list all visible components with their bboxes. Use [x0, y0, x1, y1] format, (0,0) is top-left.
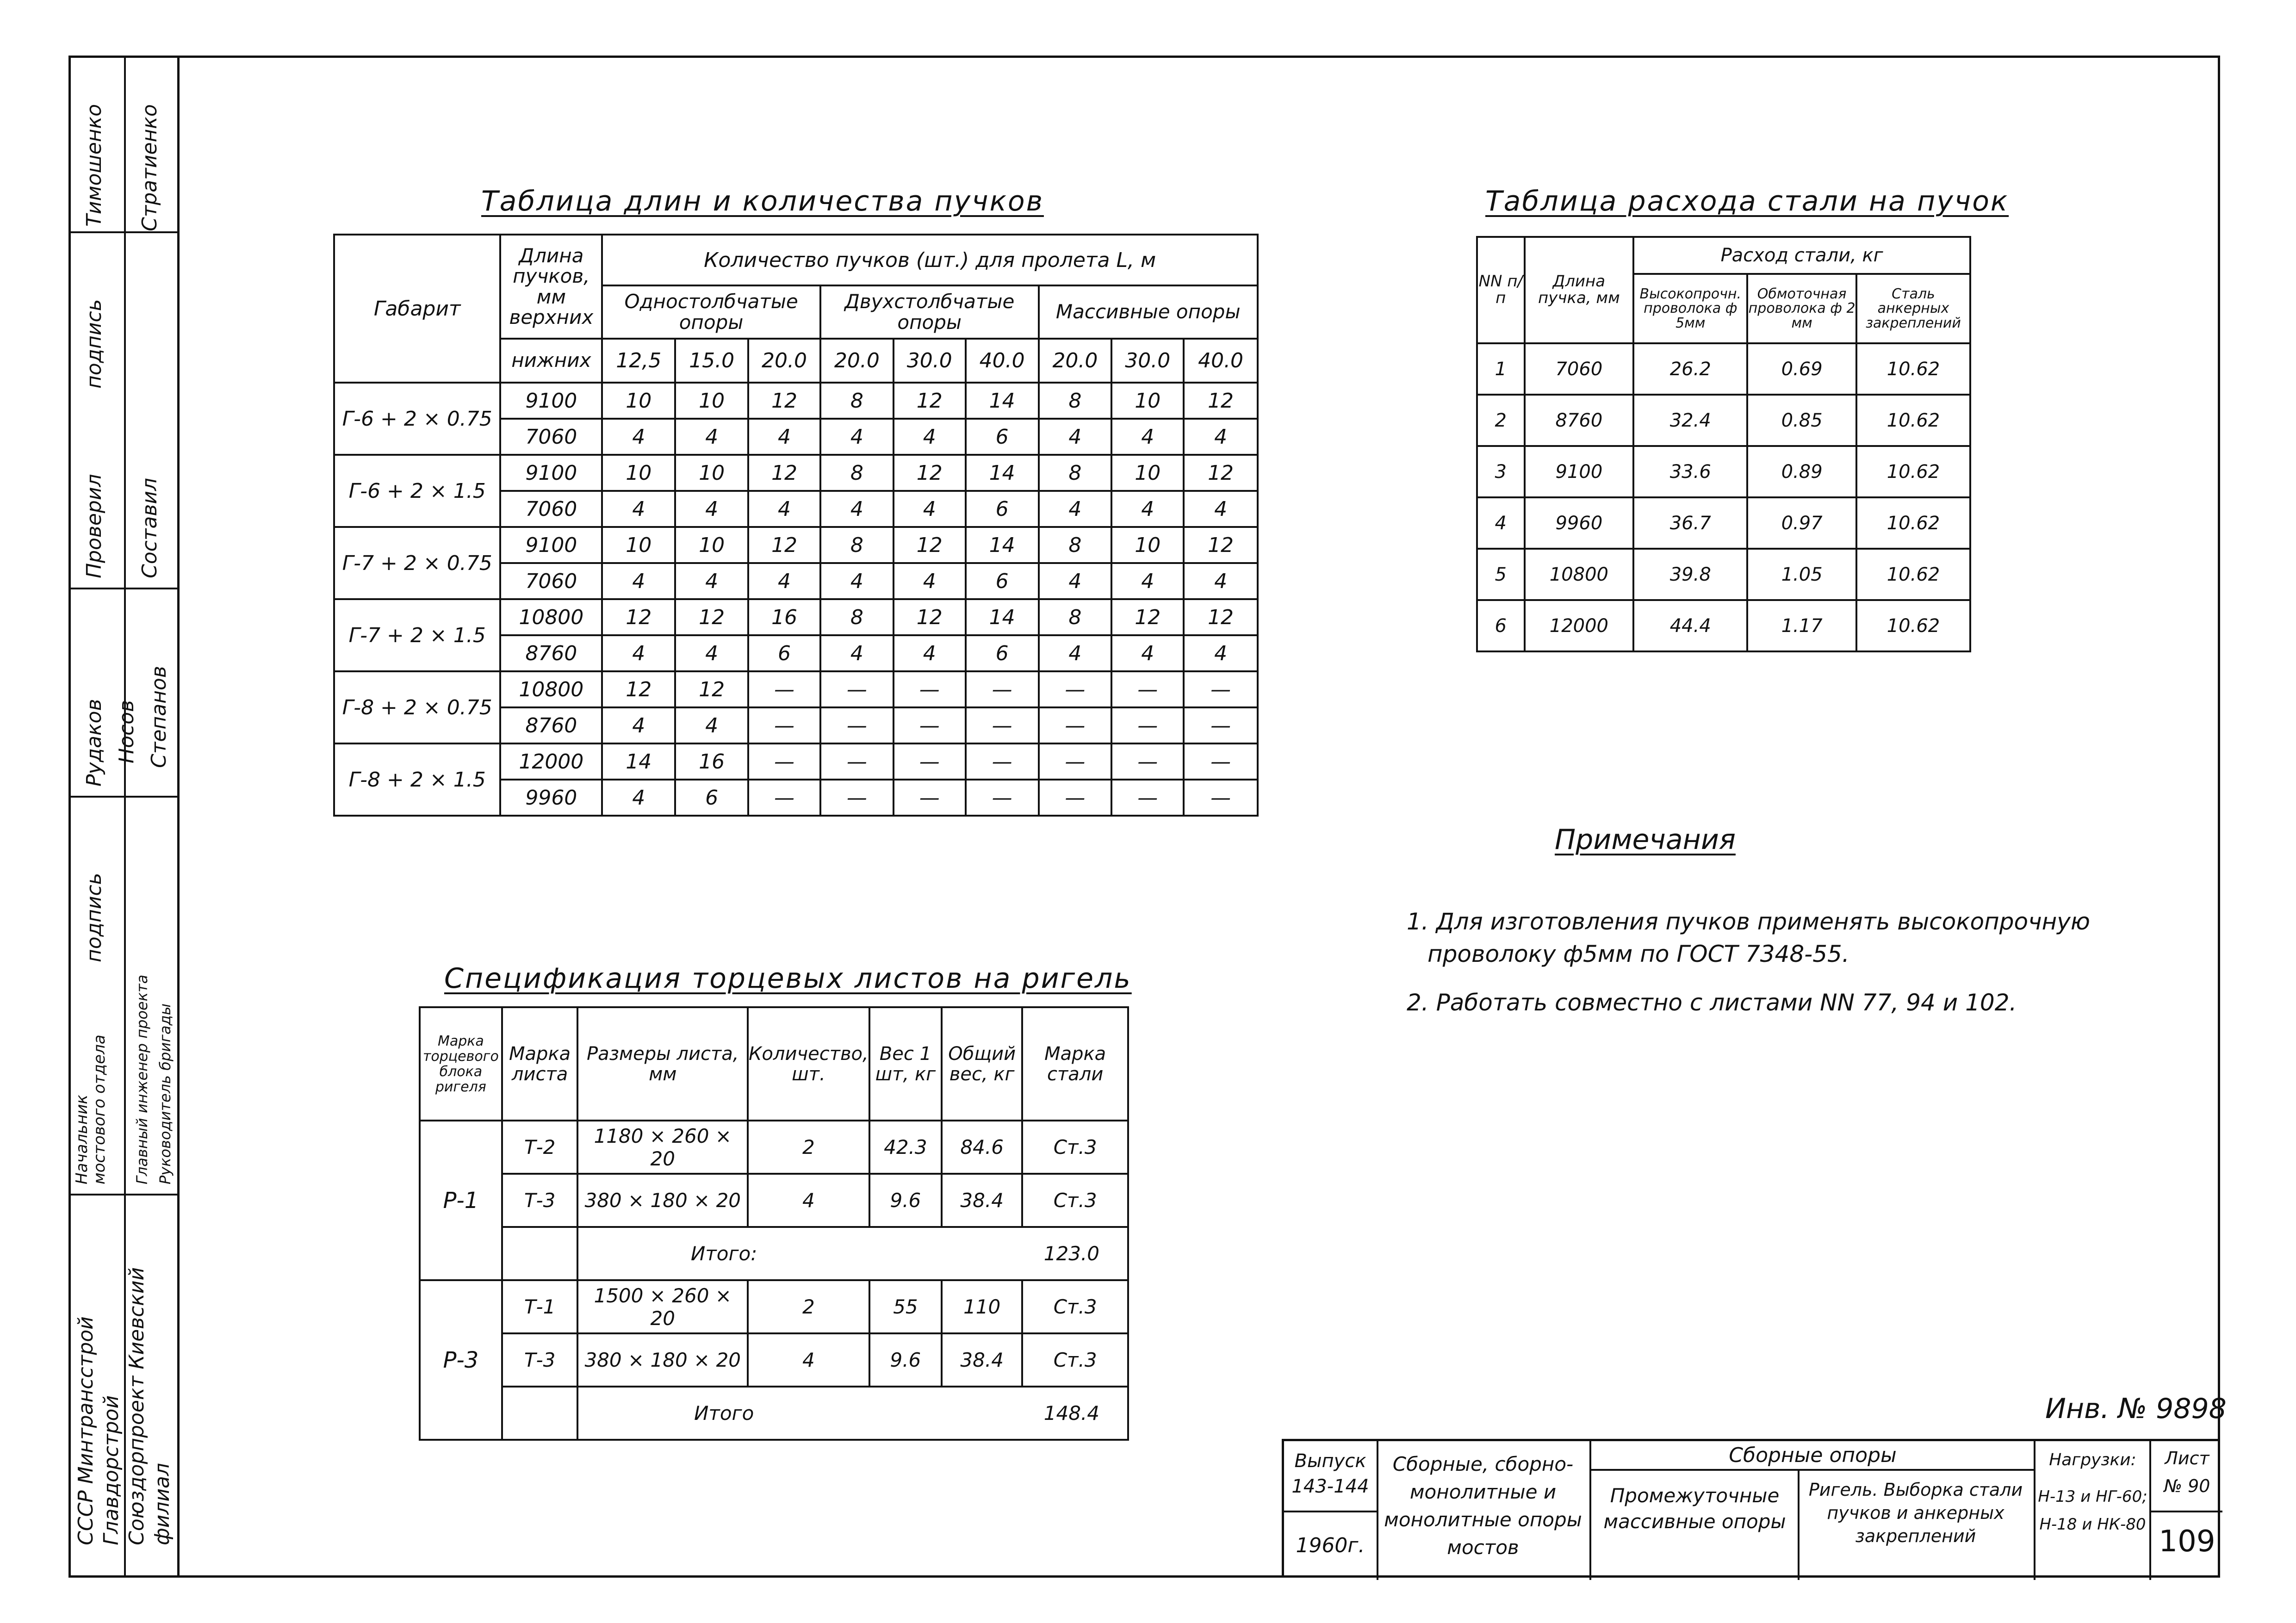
count-cell: 16	[675, 743, 748, 780]
count-cell: 12	[1184, 599, 1258, 635]
steel-cell: 33.6	[1633, 446, 1747, 497]
count-cell: 4	[675, 707, 748, 743]
count-cell: —	[1184, 707, 1258, 743]
count-cell: 12	[602, 599, 675, 635]
count-cell: 14	[966, 455, 1039, 491]
spec-cell: 38.4	[942, 1333, 1022, 1387]
count-cell: —	[966, 743, 1039, 780]
count-cell: 12	[748, 527, 820, 563]
count-cell: 8	[1039, 599, 1112, 635]
steel-table-title: Таблица расхода стали на пучок	[1485, 185, 2009, 217]
steel-cell: 1.17	[1747, 600, 1856, 651]
steel-cell: 32.4	[1633, 395, 1747, 446]
note-1b: проволоку ф5мм по ГОСТ 7348-55.	[1427, 941, 1849, 967]
h-group-double: Двухстолбчатые опоры	[820, 285, 1039, 339]
span-cell: 40.0	[1184, 339, 1258, 383]
steel-row	[1477, 446, 1970, 497]
sheet-label: Лист	[2165, 1448, 2209, 1468]
total-label: Итого:	[577, 1227, 869, 1280]
count-cell: 4	[602, 491, 675, 527]
bundle-length-cell: 9100	[500, 383, 602, 419]
spec-table-title: Спецификация торцевых листов на ригель	[444, 962, 1132, 995]
h-sheet: Марка листа	[502, 1007, 578, 1121]
role-chief: Главный инженер проекта	[133, 974, 151, 1184]
count-cell: 4	[1111, 419, 1184, 455]
count-cell: 6	[675, 780, 748, 816]
steel-cell: 39.8	[1633, 549, 1747, 600]
count-cell: 4	[1111, 635, 1184, 671]
spec-row	[420, 1280, 1128, 1333]
steel-cell: 1	[1477, 343, 1525, 395]
organization: СССР Минтрансстрой Главдорстрой Союздорпроект Киевский филиал	[74, 1267, 174, 1545]
count-cell: 4	[602, 707, 675, 743]
steel-cell: 0.89	[1747, 446, 1856, 497]
count-cell: 12	[894, 383, 966, 419]
spec-cell: Ст.3	[1022, 1280, 1128, 1333]
support-type: Промежуточные массивные опоры	[1603, 1484, 1786, 1533]
h-qty: Количество, шт.	[748, 1007, 869, 1121]
issue-number: 143-144	[1291, 1476, 1369, 1497]
lengths-row	[334, 527, 1258, 563]
gabarit-cell: Г-6 + 2 × 0.75	[334, 383, 500, 455]
steel-cell: 10.62	[1856, 549, 1970, 600]
count-cell: 8	[820, 527, 894, 563]
spec-cell: 380 × 180 × 20	[577, 1174, 748, 1227]
name-stratienko: Стратиенко	[138, 104, 161, 231]
count-cell: 4	[602, 563, 675, 599]
steel-cell: 44.4	[1633, 600, 1747, 651]
count-cell: —	[1111, 707, 1184, 743]
count-cell: 6	[966, 635, 1039, 671]
steel-row	[1477, 600, 1970, 651]
count-cell: 4	[748, 563, 820, 599]
title-block	[1282, 1439, 2220, 1578]
steel-cell: 12000	[1525, 600, 1634, 651]
count-cell: 4	[1184, 635, 1258, 671]
block-mark-cell: Р-3	[420, 1280, 502, 1440]
lengths-table-title: Таблица длин и количества пучков	[481, 185, 1044, 217]
bundle-length-cell: 12000	[500, 743, 602, 780]
spec-cell: Т-1	[502, 1280, 578, 1333]
composed-label: Составил	[138, 477, 161, 578]
count-cell: —	[1039, 707, 1112, 743]
count-cell: —	[1111, 743, 1184, 780]
lengths-table	[333, 234, 1259, 817]
loads-label: Нагрузки:	[2049, 1450, 2136, 1469]
span-cell: 40.0	[966, 339, 1039, 383]
steel-table	[1476, 236, 1971, 652]
series-title: Сборные, сборно-монолитные и монолитные опоры мостов	[1384, 1453, 1582, 1559]
count-cell: 4	[1184, 419, 1258, 455]
notes	[1407, 898, 2090, 1027]
count-cell: —	[1184, 780, 1258, 816]
count-cell: 12	[1184, 527, 1258, 563]
name-nosov: Носов	[115, 700, 138, 763]
spec-total-row	[420, 1387, 1128, 1440]
count-cell: 4	[675, 491, 748, 527]
span-cell: 15.0	[675, 339, 748, 383]
steel-cell: 0.69	[1747, 343, 1856, 395]
spec-cell: 55	[869, 1280, 942, 1333]
count-cell: 4	[894, 491, 966, 527]
spec-total-row	[420, 1227, 1128, 1280]
bundle-length-cell: 9960	[500, 780, 602, 816]
spec-cell: Т-2	[502, 1121, 578, 1174]
count-cell: —	[820, 671, 894, 707]
count-cell: 12	[675, 599, 748, 635]
count-cell: 12	[602, 671, 675, 707]
steel-cell: 3	[1477, 446, 1525, 497]
role-heads: Начальник мостового отдела	[73, 1035, 109, 1184]
bundle-length-cell: 7060	[500, 419, 602, 455]
count-cell: —	[748, 743, 820, 780]
year: 1960г.	[1296, 1534, 1365, 1557]
total-value: 148.4	[869, 1387, 1128, 1440]
steel-row	[1477, 497, 1970, 549]
spec-cell: Ст.3	[1022, 1333, 1128, 1387]
count-cell: —	[820, 780, 894, 816]
count-cell: 4	[675, 563, 748, 599]
count-cell: 14	[966, 383, 1039, 419]
count-cell: 12	[748, 455, 820, 491]
spec-cell: 110	[942, 1280, 1022, 1333]
count-cell: 12	[1184, 383, 1258, 419]
spec-table	[419, 1006, 1129, 1441]
count-cell: —	[820, 743, 894, 780]
empty-cell	[502, 1227, 578, 1280]
count-cell: —	[1039, 743, 1112, 780]
count-cell: —	[966, 707, 1039, 743]
count-cell: —	[748, 707, 820, 743]
count-cell: 12	[1184, 455, 1258, 491]
h-count: Количество пучков (шт.) для пролета L, м	[602, 235, 1258, 285]
gabarit-cell: Г-6 + 2 × 1.5	[334, 455, 500, 527]
spec-cell: 84.6	[942, 1121, 1022, 1174]
block-mark-cell: Р-1	[420, 1121, 502, 1280]
count-cell: —	[748, 780, 820, 816]
count-cell: —	[894, 707, 966, 743]
span-cell: 12,5	[602, 339, 675, 383]
section-title: Сборные опоры	[1729, 1443, 1897, 1467]
count-cell: 4	[748, 419, 820, 455]
count-cell: 6	[966, 563, 1039, 599]
steel-cell: 9100	[1525, 446, 1634, 497]
sign-label-2: подпись	[82, 299, 106, 389]
h-nn: NN п/п	[1477, 237, 1525, 343]
count-cell: 4	[1111, 563, 1184, 599]
count-cell: 14	[966, 599, 1039, 635]
steel-cell: 7060	[1525, 343, 1634, 395]
count-cell: 4	[602, 780, 675, 816]
lengths-row	[334, 671, 1258, 707]
h-steel-grade: Марка стали	[1022, 1007, 1128, 1121]
steel-cell: 8760	[1525, 395, 1634, 446]
steel-cell: 10.62	[1856, 395, 1970, 446]
steel-cell: 2	[1477, 395, 1525, 446]
note-1a: 1. Для изготовления пучков применять высокопрочную	[1407, 908, 2090, 935]
steel-cell: 10800	[1525, 549, 1634, 600]
count-cell: —	[820, 707, 894, 743]
bundle-length-cell: 10800	[500, 671, 602, 707]
bundle-length-cell: 8760	[500, 707, 602, 743]
count-cell: 16	[748, 599, 820, 635]
steel-cell: 10.62	[1856, 446, 1970, 497]
gabarit-cell: Г-7 + 2 × 0.75	[334, 527, 500, 599]
count-cell: 12	[894, 455, 966, 491]
count-cell: 12	[894, 599, 966, 635]
count-cell: 10	[675, 455, 748, 491]
gabarit-cell: Г-7 + 2 × 1.5	[334, 599, 500, 671]
count-cell: 6	[966, 491, 1039, 527]
steel-cell: 6	[1477, 600, 1525, 651]
spec-cell: 1500 × 260 × 20	[577, 1280, 748, 1333]
steel-cell: 0.97	[1747, 497, 1856, 549]
steel-cell: 26.2	[1633, 343, 1747, 395]
span-cell: 30.0	[894, 339, 966, 383]
count-cell: 6	[748, 635, 820, 671]
steel-cell: 10.62	[1856, 600, 1970, 651]
h-total-weight: Общий вес, кг	[942, 1007, 1022, 1121]
steel-cell: 9960	[1525, 497, 1634, 549]
h-unit-weight: Вес 1 шт, кг	[869, 1007, 942, 1121]
count-cell: 10	[1111, 527, 1184, 563]
h-group-single: Одностолбчатые опоры	[602, 285, 820, 339]
count-cell: —	[1111, 780, 1184, 816]
count-cell: —	[894, 780, 966, 816]
count-cell: 4	[1039, 563, 1112, 599]
loads-value: Н-13 и НГ-60; Н-18 и НК-80	[2038, 1487, 2147, 1534]
steel-row	[1477, 549, 1970, 600]
spec-cell: 380 × 180 × 20	[577, 1333, 748, 1387]
count-cell: 4	[1039, 419, 1112, 455]
steel-row	[1477, 395, 1970, 446]
spec-cell: 2	[748, 1280, 869, 1333]
count-cell: 4	[675, 635, 748, 671]
spec-cell: 38.4	[942, 1174, 1022, 1227]
count-cell: —	[1184, 671, 1258, 707]
count-cell: 8	[1039, 383, 1112, 419]
bundle-length-cell: 9100	[500, 527, 602, 563]
spec-row	[420, 1333, 1128, 1387]
h-block: Марка торцевого блока ригеля	[420, 1007, 502, 1121]
bundle-length-cell: 8760	[500, 635, 602, 671]
spec-cell: 42.3	[869, 1121, 942, 1174]
count-cell: —	[966, 780, 1039, 816]
spec-row	[420, 1121, 1128, 1174]
issue-label: Выпуск	[1294, 1450, 1366, 1472]
count-cell: 12	[675, 671, 748, 707]
h-lower: нижних	[500, 339, 602, 383]
spec-cell: 4	[748, 1333, 869, 1387]
count-cell: 4	[602, 419, 675, 455]
count-cell: 4	[820, 635, 894, 671]
sign-label: подпись	[82, 873, 106, 962]
count-cell: 10	[675, 383, 748, 419]
count-cell: 12	[894, 527, 966, 563]
bundle-length-cell: 9100	[500, 455, 602, 491]
notes-title: Примечания	[1555, 824, 1736, 856]
count-cell: 4	[820, 563, 894, 599]
sheet-number: № 90	[2164, 1476, 2210, 1496]
count-cell: 12	[748, 383, 820, 419]
h-group-massive: Массивные опоры	[1039, 285, 1258, 339]
count-cell: 4	[820, 491, 894, 527]
count-cell: 10	[602, 455, 675, 491]
count-cell: —	[748, 671, 820, 707]
total-label: Итого	[577, 1387, 869, 1440]
steel-cell: 10.62	[1856, 497, 1970, 549]
spec-cell: Т-3	[502, 1333, 578, 1387]
steel-cell: 5	[1477, 549, 1525, 600]
count-cell: 4	[675, 419, 748, 455]
spec-cell: Т-3	[502, 1174, 578, 1227]
steel-cell: 10.62	[1856, 343, 1970, 395]
count-cell: —	[1184, 743, 1258, 780]
lengths-row	[334, 383, 1258, 419]
steel-cell: 4	[1477, 497, 1525, 549]
spec-cell: 2	[748, 1121, 869, 1174]
empty-cell	[502, 1387, 578, 1440]
count-cell: 4	[1039, 491, 1112, 527]
h-bundle-length: Длина пучка, мм	[1525, 237, 1634, 343]
count-cell: 10	[602, 527, 675, 563]
spec-row	[420, 1174, 1128, 1227]
count-cell: 10	[1111, 383, 1184, 419]
total-value: 123.0	[869, 1227, 1128, 1280]
spec-cell: Ст.3	[1022, 1174, 1128, 1227]
h-gabarit: Габарит	[334, 235, 500, 383]
span-cell: 20.0	[820, 339, 894, 383]
role-leader: Руководитель бригады	[156, 1004, 174, 1184]
name-stepanov: Степанов	[147, 666, 171, 768]
lengths-row	[334, 743, 1258, 780]
span-cell: 20.0	[1039, 339, 1112, 383]
h-high-strength: Высокопрочн. проволока ф 5мм	[1633, 274, 1747, 343]
count-cell: —	[966, 671, 1039, 707]
spec-cell: 9.6	[869, 1174, 942, 1227]
count-cell: 8	[820, 383, 894, 419]
count-cell: 4	[1184, 491, 1258, 527]
span-cell: 30.0	[1111, 339, 1184, 383]
count-cell: 4	[1184, 563, 1258, 599]
steel-cell: 0.85	[1747, 395, 1856, 446]
name-rudakov: Рудаков	[82, 699, 106, 787]
h-wrapping: Обмоточная проволока ф 2 мм	[1747, 274, 1856, 343]
count-cell: —	[1039, 780, 1112, 816]
count-cell: 14	[602, 743, 675, 780]
page-number: 109	[2159, 1524, 2215, 1559]
count-cell: 4	[894, 635, 966, 671]
spec-cell: 9.6	[869, 1333, 942, 1387]
lengths-row	[334, 599, 1258, 635]
bundle-length-cell: 10800	[500, 599, 602, 635]
count-cell: 4	[894, 563, 966, 599]
count-cell: 4	[820, 419, 894, 455]
checked-label: Проверил	[82, 474, 106, 578]
gabarit-cell: Г-8 + 2 × 1.5	[334, 743, 500, 816]
count-cell: —	[894, 671, 966, 707]
count-cell: 6	[966, 419, 1039, 455]
count-cell: 4	[602, 635, 675, 671]
count-cell: 10	[675, 527, 748, 563]
note-2: 2. Работать совместно с листами NN 77, 94 и 102.	[1407, 989, 2017, 1016]
count-cell: 4	[1039, 635, 1112, 671]
h-consumption: Расход стали, кг	[1633, 237, 1970, 274]
h-anchor-steel: Сталь анкерных закреплений	[1856, 274, 1970, 343]
count-cell: —	[1111, 671, 1184, 707]
steel-row	[1477, 343, 1970, 395]
name-timoshenko: Тимошенко	[82, 104, 106, 227]
count-cell: 4	[894, 419, 966, 455]
count-cell: 8	[820, 455, 894, 491]
gabarit-cell: Г-8 + 2 × 0.75	[334, 671, 500, 743]
count-cell: 8	[1039, 527, 1112, 563]
steel-cell: 36.7	[1633, 497, 1747, 549]
count-cell: 4	[748, 491, 820, 527]
side-stamp	[68, 56, 180, 1578]
count-cell: —	[1039, 671, 1112, 707]
h-length: Длина пучков, мм верхних	[500, 235, 602, 339]
count-cell: 4	[1111, 491, 1184, 527]
count-cell: —	[894, 743, 966, 780]
lengths-row	[334, 455, 1258, 491]
h-size: Размеры листа, мм	[577, 1007, 748, 1121]
spec-cell: 4	[748, 1174, 869, 1227]
span-cell: 20.0	[748, 339, 820, 383]
count-cell: 14	[966, 527, 1039, 563]
inventory-number: Инв. № 9898	[2045, 1393, 2227, 1425]
sheet-subject: Ригель. Выборка стали пучков и анкерных закреплений	[1808, 1480, 2023, 1546]
count-cell: 12	[1111, 599, 1184, 635]
spec-cell: 1180 × 260 × 20	[577, 1121, 748, 1174]
count-cell: 8	[1039, 455, 1112, 491]
count-cell: 10	[1111, 455, 1184, 491]
steel-cell: 1.05	[1747, 549, 1856, 600]
count-cell: 8	[820, 599, 894, 635]
bundle-length-cell: 7060	[500, 563, 602, 599]
bundle-length-cell: 7060	[500, 491, 602, 527]
count-cell: 10	[602, 383, 675, 419]
spec-cell: Ст.3	[1022, 1121, 1128, 1174]
